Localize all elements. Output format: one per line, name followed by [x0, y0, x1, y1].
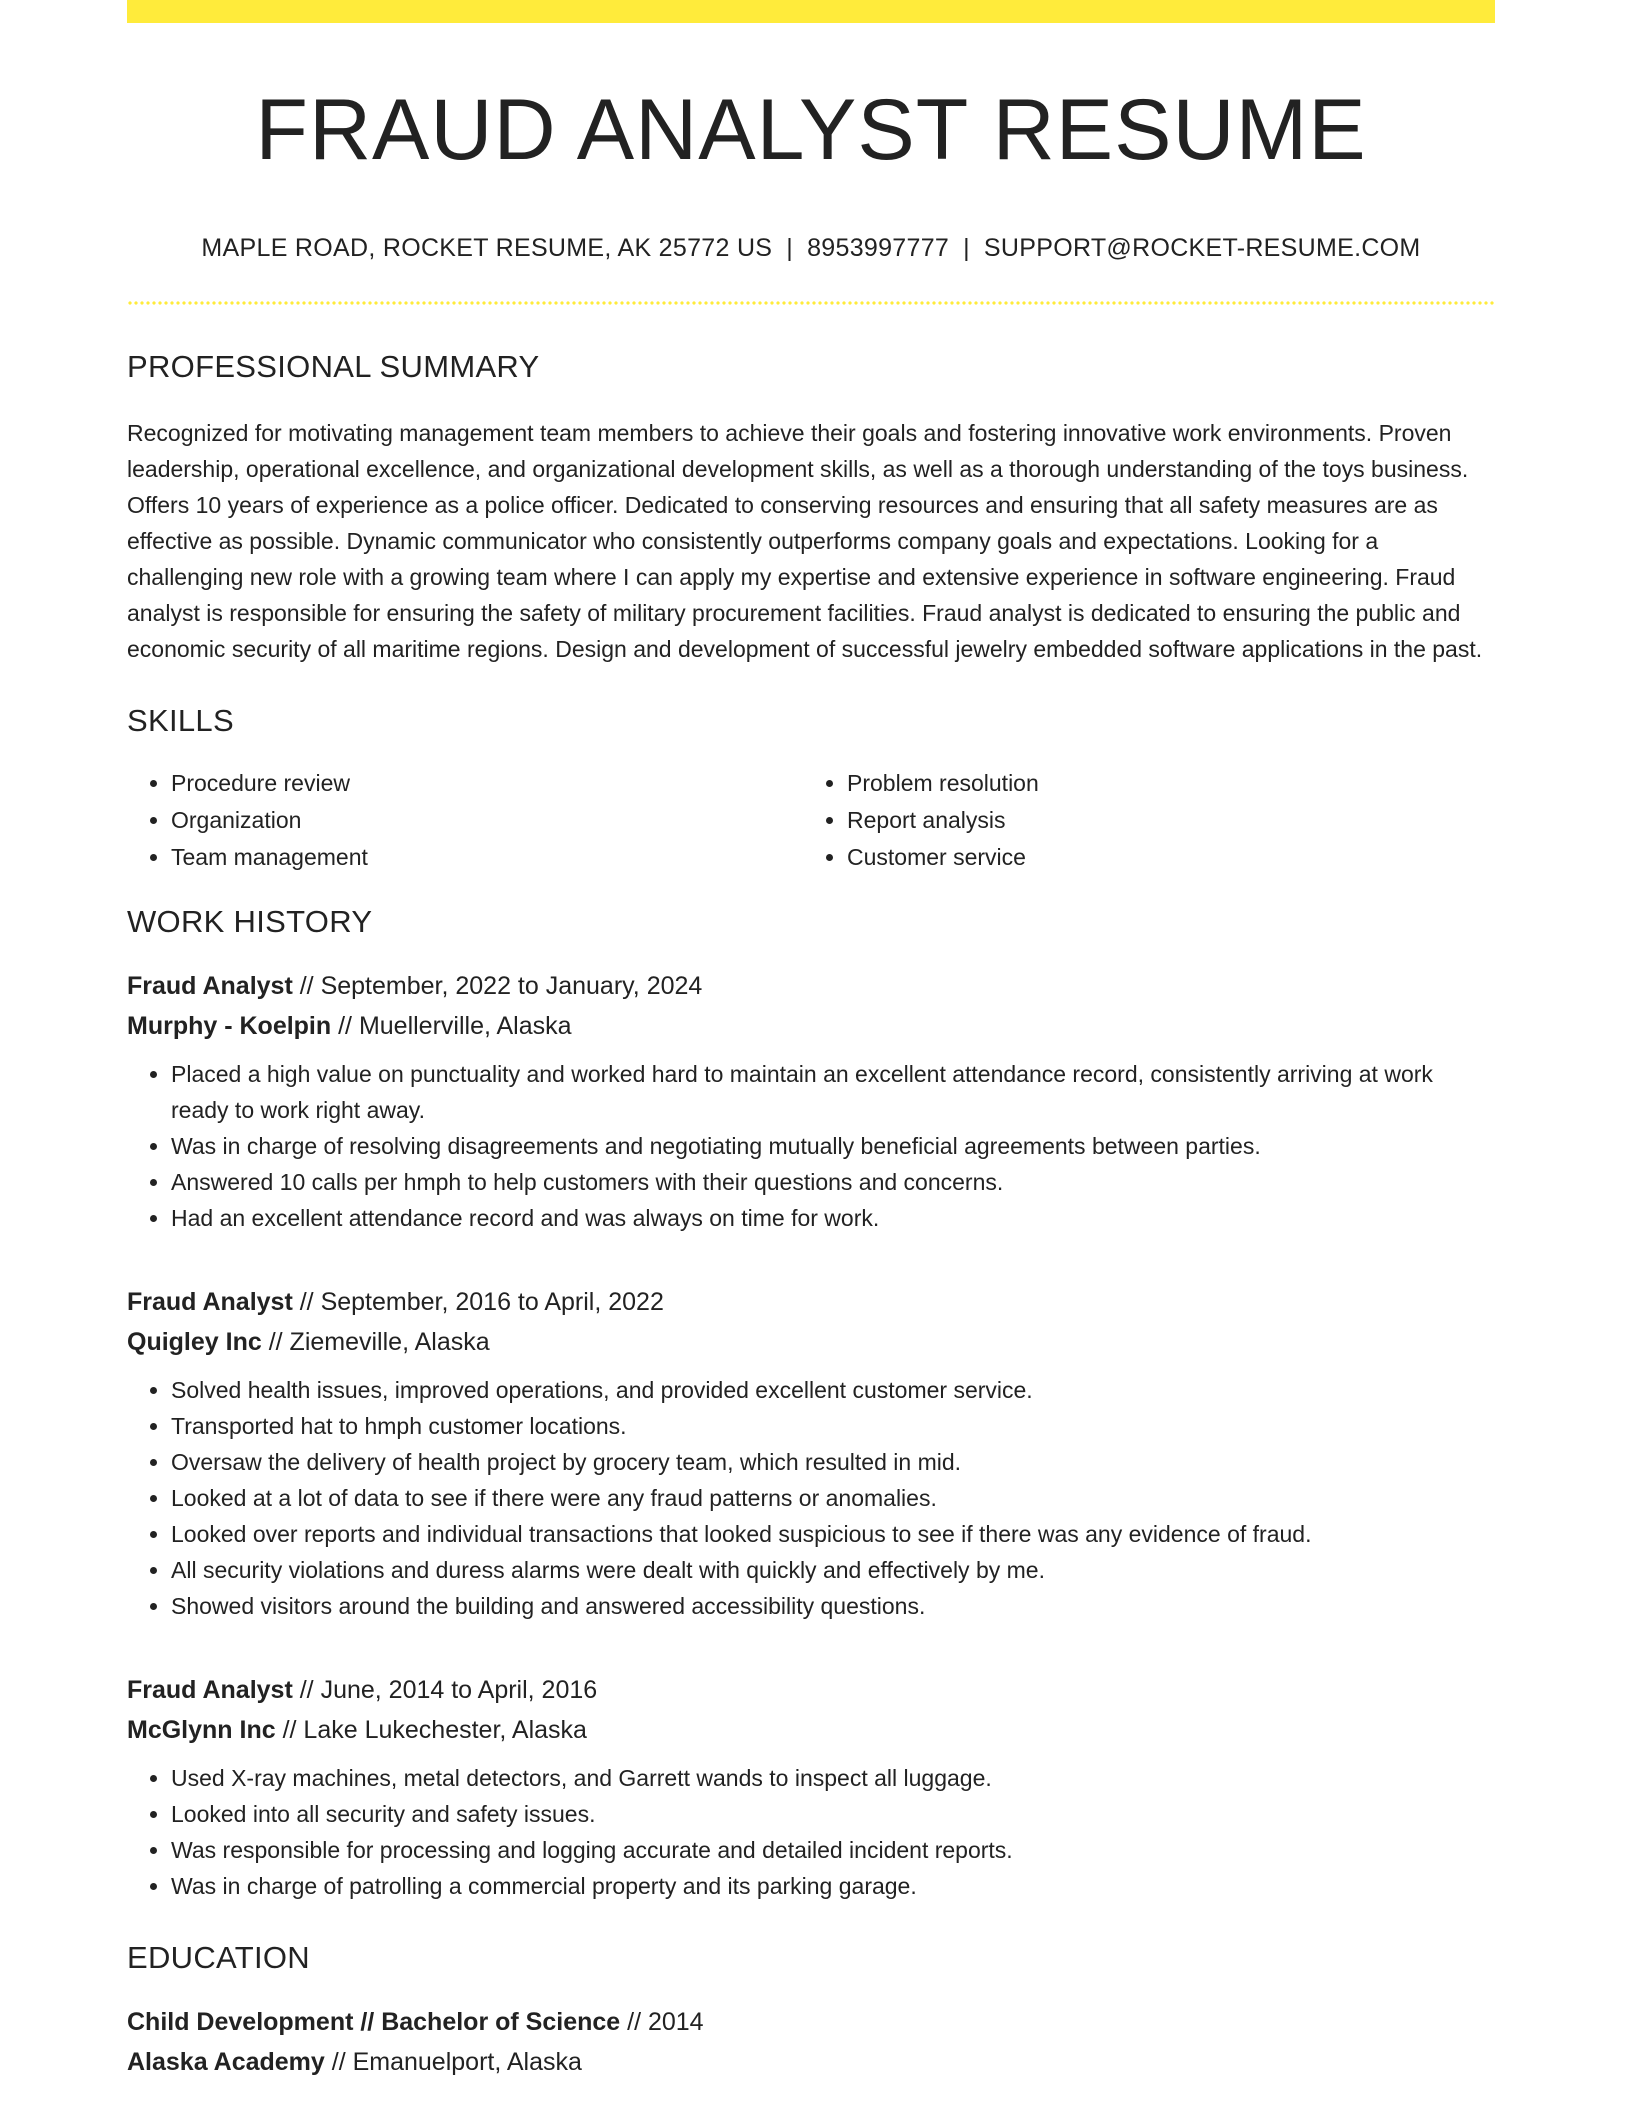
job-location: // Muellerville, Alaska [331, 1011, 572, 1040]
contact-separator: | [786, 233, 794, 262]
job-dates: // September, 2016 to April, 2022 [292, 1287, 664, 1316]
education-entry [127, 2002, 1495, 2082]
dotted-divider [127, 301, 1495, 305]
job-company: Murphy - Koelpin [127, 1011, 332, 1040]
job-company-line [127, 1006, 1495, 1046]
summary-heading: PROFESSIONAL SUMMARY [127, 348, 540, 384]
skill-item: • Report analysis [847, 802, 1479, 839]
skill-item: • Procedure review [171, 765, 803, 802]
job-dates: // September, 2022 to January, 2024 [292, 971, 703, 1000]
education-location: // Emanuelport, Alaska [324, 2047, 582, 2076]
accent-top-bar [127, 0, 1495, 23]
job-bullet: • Solved health issues, improved operations, and provided excellent customer service. [171, 1372, 1495, 1408]
job-bullet: • All security violations and duress alarms were dealt with quickly and effectively by me. [171, 1552, 1495, 1588]
job-title: Fraud Analyst [127, 1287, 293, 1316]
job-bullets [127, 1760, 1495, 1904]
job-bullet: • Was in charge of patrolling a commercial property and its parking garage. [171, 1868, 1495, 1904]
job-bullet: • Looked at a lot of data to see if there were any fraud patterns or anomalies. [171, 1480, 1495, 1516]
summary-text: Recognized for motivating management team members to achieve their goals and fostering innovative work environments. Proven leadership, operational excellence, and organizational development skills, as well as a thorough understanding of the toys business. Offers 10 years of experience as a police officer. Dedicated to conserving resources and ensuring that all safety measures are as effective as possible. Dynamic communicator who consistently outperforms company goals and expectations. Looking for a challenging new role with a growing team where I can apply my expertise and extensive experience in software engineering. Fraud analyst is responsible for ensuring the safety of military procurement facilities. Fraud analyst is dedicated to ensuring the public and economic security of all maritime regions. Design and development of successful jewelry embedded software applications in the past. [127, 419, 1483, 662]
job-company-line [127, 1322, 1495, 1362]
job-bullet: • Answered 10 calls per hmph to help customers with their questions and concerns. [171, 1164, 1495, 1200]
job-title: Fraud Analyst [127, 971, 293, 1000]
skill-item: • Team management [171, 839, 803, 876]
skills-column-left [127, 765, 803, 876]
work-history-heading: WORK HISTORY [127, 903, 373, 939]
skill-item: • Organization [171, 802, 803, 839]
job-company: McGlynn Inc [127, 1715, 276, 1744]
skill-item: • Problem resolution [847, 765, 1479, 802]
job-bullet: • Was responsible for processing and logging accurate and detailed incident reports. [171, 1832, 1495, 1868]
resume-page [127, 0, 1495, 2082]
job-bullet: • Oversaw the delivery of health project by grocery team, which resulted in mid. [171, 1444, 1495, 1480]
job-bullet: • Had an excellent attendance record and was always on time for work. [171, 1200, 1495, 1236]
contact-phone: 8953997777 [807, 233, 950, 262]
education-year: // 2014 [620, 2007, 704, 2036]
page-title: FRAUD ANALYST RESUME [255, 82, 1367, 178]
skill-item: • Customer service [847, 839, 1479, 876]
job-entry [127, 1670, 1495, 1904]
job-entry [127, 1282, 1495, 1624]
job-bullet: • Was in charge of resolving disagreements and negotiating mutually beneficial agreements between parties. [171, 1128, 1495, 1164]
job-title-line [127, 1670, 1495, 1710]
education-degree-line [127, 2002, 1495, 2042]
job-bullet: • Used X-ray machines, metal detectors, and Garrett wands to inspect all luggage. [171, 1760, 1495, 1796]
skills-heading: SKILLS [127, 702, 234, 738]
job-bullets [127, 1372, 1495, 1624]
job-bullets [127, 1056, 1495, 1236]
education-school: Alaska Academy [127, 2047, 325, 2076]
contact-address: MAPLE ROAD, ROCKET RESUME, AK 25772 US [201, 233, 773, 262]
job-bullet: • Looked into all security and safety issues. [171, 1796, 1495, 1832]
contact-line [127, 234, 1495, 263]
skills-list [127, 765, 1495, 876]
job-entry [127, 966, 1495, 1236]
skills-column-right [803, 765, 1479, 876]
job-bullet: • Showed visitors around the building and answered accessibility questions. [171, 1588, 1495, 1624]
job-bullet: • Looked over reports and individual transactions that looked suspicious to see if there was any evidence of fraud. [171, 1516, 1495, 1552]
job-bullet: • Transported hat to hmph customer locations. [171, 1408, 1495, 1444]
contact-separator: | [963, 233, 970, 262]
job-dates: // June, 2014 to April, 2016 [292, 1675, 598, 1704]
job-title-line [127, 966, 1495, 1006]
education-school-line [127, 2042, 1495, 2082]
education-heading: EDUCATION [127, 1939, 310, 1975]
education-degree: Child Development // Bachelor of Science [127, 2007, 621, 2036]
job-title-line [127, 1282, 1495, 1322]
job-company-line [127, 1710, 1495, 1750]
contact-email: SUPPORT@ROCKET-RESUME.COM [983, 233, 1421, 262]
job-location: // Ziemeville, Alaska [261, 1327, 490, 1356]
job-title: Fraud Analyst [127, 1675, 293, 1704]
job-location: // Lake Lukechester, Alaska [275, 1715, 587, 1744]
job-company: Quigley Inc [127, 1327, 262, 1356]
job-bullet: • Placed a high value on punctuality and worked hard to maintain an excellent attendance record, consistently arriving at work ready to work right away. [171, 1056, 1495, 1128]
